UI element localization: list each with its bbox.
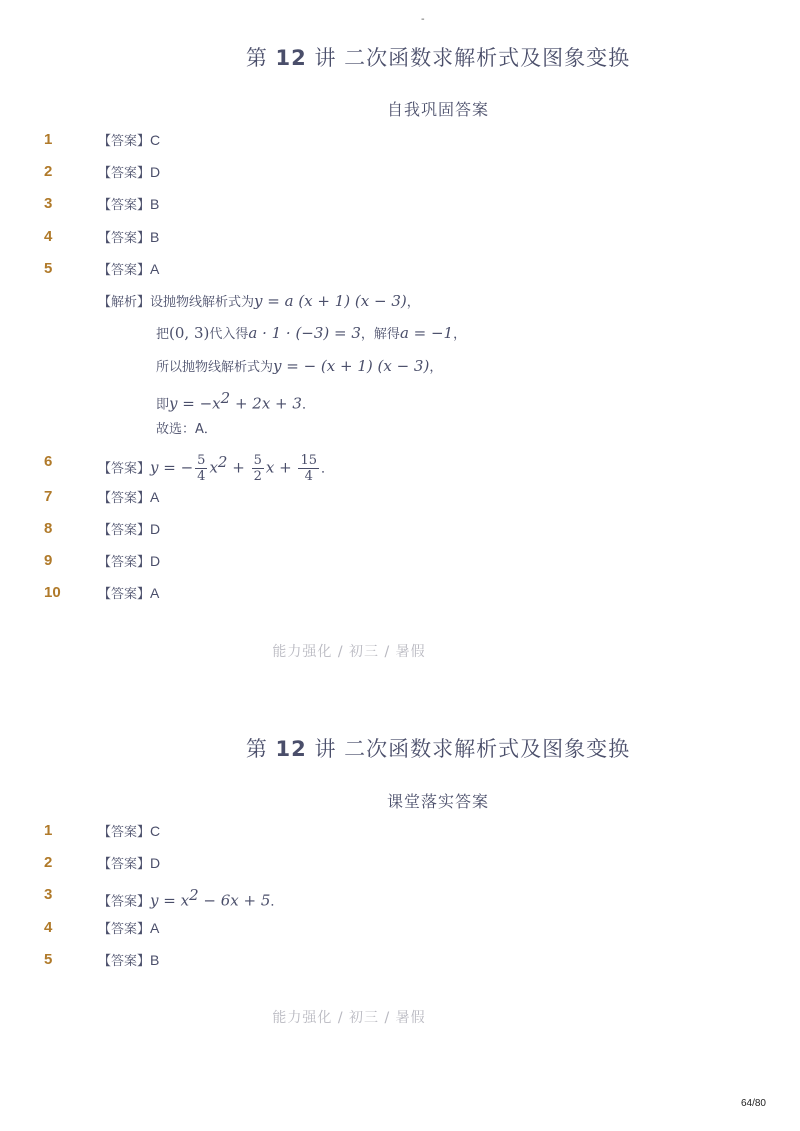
- answer-body: [98, 450, 334, 484]
- page-footer: 能力强化 / 初三 / 暑假: [272, 644, 426, 660]
- question-number: 4: [44, 919, 53, 936]
- exponent: 2: [189, 886, 199, 904]
- answer-value: A: [150, 261, 160, 277]
- answer-value: A: [150, 920, 160, 936]
- title-number: 12: [275, 737, 307, 761]
- answer-tag: 【答案】: [98, 491, 151, 506]
- formula: + 2x + 3: [230, 394, 302, 413]
- answer-value: B: [150, 196, 160, 212]
- section-subtitle: 课堂落实答案: [386, 792, 489, 811]
- question-number: 2: [44, 163, 53, 180]
- answer-body: [98, 916, 159, 942]
- answer-body: [98, 581, 159, 607]
- question-number: 5: [44, 951, 53, 968]
- punct: ．: [270, 894, 284, 910]
- answer-value: D: [150, 855, 161, 871]
- answer-tag: 【答案】: [98, 922, 151, 937]
- formula: y = a (x + 1) (x − 3): [254, 292, 407, 310]
- answer-tag: 【答案】: [98, 231, 151, 246]
- question-number: 4: [44, 228, 53, 245]
- formula: x: [209, 458, 218, 477]
- denominator: 4: [304, 469, 313, 485]
- explanation-text: 即: [156, 397, 170, 413]
- answer-body: [98, 128, 160, 154]
- formula: a = −1: [399, 324, 454, 342]
- page-footer: 能力强化 / 初三 / 暑假: [272, 1010, 426, 1026]
- explanation-line: [156, 321, 466, 347]
- numerator: 5: [197, 453, 206, 469]
- exponent: 2: [220, 389, 231, 407]
- answer-tag: 【答案】: [98, 134, 151, 149]
- section-subtitle: 自我巩固答案: [386, 100, 489, 119]
- question-number: 9: [44, 552, 53, 569]
- answer-value: D: [150, 164, 161, 180]
- answer-tag: 【答案】: [98, 954, 151, 969]
- explanation-line: [156, 386, 315, 417]
- question-number: 1: [44, 822, 53, 839]
- formula: a · 1 · (−3) = 3: [248, 324, 361, 342]
- denominator: 4: [197, 469, 206, 485]
- answer-tag: 【答案】: [98, 461, 151, 477]
- lesson-title: [0, 733, 800, 763]
- explanation-line: [98, 289, 420, 315]
- title-prefix: 第: [245, 737, 268, 761]
- answer-value: B: [150, 229, 160, 245]
- answer-value: D: [150, 521, 161, 537]
- punct: ．: [301, 397, 315, 413]
- title-suffix: 讲 二次函数求解析式及图象变换: [314, 46, 631, 70]
- answer-tag: 【答案】: [98, 587, 151, 602]
- answer-body: [98, 883, 283, 914]
- title-prefix: 第: [245, 46, 268, 70]
- answer-body: [98, 819, 160, 845]
- formula: x +: [265, 458, 297, 477]
- answer-body: [98, 517, 160, 543]
- answer-body: [98, 257, 159, 283]
- question-number: 3: [44, 195, 53, 212]
- formula: y = −: [150, 458, 194, 477]
- answer-body: [98, 485, 159, 511]
- answer-tag: 【答案】: [98, 198, 151, 213]
- denominator: 2: [253, 469, 262, 485]
- numerator: 15: [300, 453, 317, 469]
- lesson-title: [0, 42, 800, 72]
- answer-tag: 【答案】: [98, 523, 151, 538]
- formula: − 6x + 5: [198, 891, 271, 910]
- answer-body: [98, 160, 160, 186]
- punct: ，: [406, 295, 420, 310]
- formula: (0, 3): [169, 324, 210, 342]
- page-number: 64/80: [740, 1098, 766, 1109]
- explanation-line: 故选：A．: [156, 422, 217, 437]
- answer-body: [98, 225, 159, 251]
- explanation-tag: 【解析】: [98, 295, 151, 310]
- explanation-line: [156, 354, 442, 380]
- answer-body: [98, 851, 160, 877]
- question-number: 1: [44, 131, 53, 148]
- explanation-text: 设抛物线解析式为: [150, 295, 255, 310]
- explanation-text: 所以抛物线解析式为: [156, 360, 274, 375]
- explanation-text: 代入得: [209, 327, 249, 342]
- formula: y = x: [150, 891, 190, 910]
- answer-value: C: [150, 132, 161, 148]
- formula: y = − (x + 1) (x − 3): [273, 357, 430, 375]
- formula: y = −x: [169, 394, 221, 413]
- answer-tag: 【答案】: [98, 857, 151, 872]
- fraction: [195, 453, 207, 484]
- punct: ．: [320, 461, 334, 477]
- answer-value: A: [150, 489, 160, 505]
- answer-tag: 【答案】: [98, 825, 151, 840]
- question-number: 7: [44, 488, 53, 505]
- question-number: 8: [44, 520, 53, 537]
- answer-value: D: [150, 553, 161, 569]
- answer-value: B: [150, 952, 160, 968]
- answer-tag: 【答案】: [98, 555, 151, 570]
- punct: ，: [429, 360, 443, 375]
- question-number: 5: [44, 260, 53, 277]
- explanation-text: ，解得: [360, 327, 400, 342]
- fraction: [298, 453, 319, 484]
- fraction: [252, 453, 264, 484]
- title-suffix: 讲 二次函数求解析式及图象变换: [314, 737, 631, 761]
- question-number: 6: [44, 453, 53, 470]
- question-number: 3: [44, 886, 53, 903]
- question-number: 2: [44, 854, 53, 871]
- answer-value: C: [150, 823, 161, 839]
- explanation-text: 把: [156, 327, 170, 342]
- title-number: 12: [275, 46, 307, 70]
- answer-tag: 【答案】: [98, 263, 151, 278]
- answer-body: [98, 192, 159, 218]
- numerator: 5: [253, 453, 262, 469]
- formula: +: [227, 458, 250, 477]
- question-number: 10: [44, 584, 61, 601]
- punct: ，: [453, 327, 467, 342]
- top-mark: -: [421, 14, 425, 25]
- exponent: 2: [217, 453, 228, 471]
- answer-value: A: [150, 585, 160, 601]
- answer-tag: 【答案】: [98, 894, 151, 910]
- answer-tag: 【答案】: [98, 166, 151, 181]
- answer-body: [98, 549, 160, 575]
- answer-body: [98, 948, 159, 974]
